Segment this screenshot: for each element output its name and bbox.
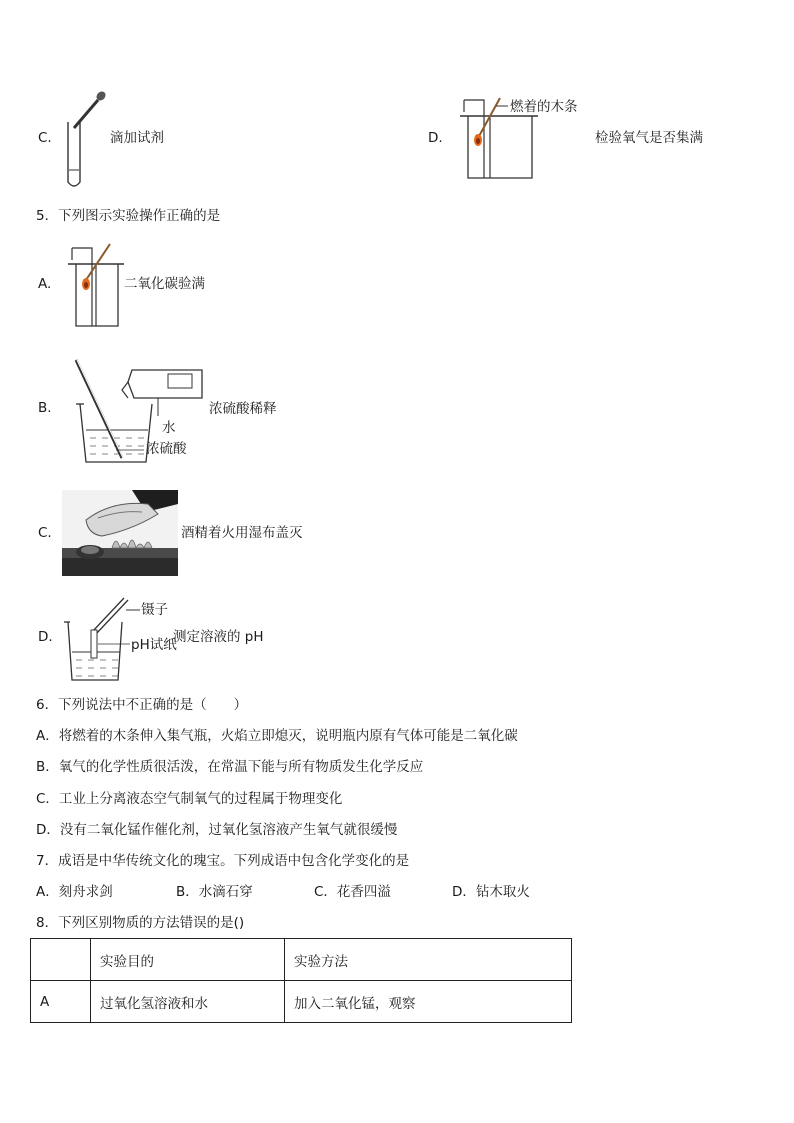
q7-option-c: C．花香四溢: [314, 884, 391, 900]
q6-stem: 6．下列说法中不正确的是（ ）: [36, 697, 248, 713]
q6-option-a: A．将燃着的木条伸入集气瓶，火焰立即熄灭，说明瓶内原有气体可能是二氧化碳: [36, 728, 518, 744]
table-cell: 加入二氧化锰，观察: [285, 981, 572, 1023]
table-cell: A: [31, 981, 91, 1023]
q7-option-b: B．水滴石穿: [176, 884, 253, 900]
q5-option-d-letter: D.: [38, 629, 53, 645]
q5-option-d-caption: 测定溶液的 pH: [173, 629, 264, 645]
q5-option-a-letter: A.: [38, 276, 52, 292]
q5-stem: 5．下列图示实验操作正确的是: [36, 208, 221, 224]
q7-option-d: D．钻木取火: [452, 884, 530, 900]
q7-option-a: A．刻舟求剑: [36, 884, 113, 900]
table-header-row: [31, 939, 572, 981]
table-header-cell: 实验目的: [91, 939, 285, 981]
q6-option-b: B．氧气的化学性质很活泼，在常温下能与所有物质发生化学反应: [36, 759, 424, 775]
q5-option-b-caption: 浓硫酸稀释: [209, 401, 277, 417]
table-cell: 过氧化氢溶液和水: [91, 981, 285, 1023]
q4-option-c-letter: C.: [38, 130, 52, 146]
q5-option-b-letter: B.: [38, 400, 52, 416]
table-header-cell: [31, 939, 91, 981]
q4-option-d-caption: 检验氧气是否集满: [595, 130, 703, 146]
ph-test-beaker-figure: [62, 594, 142, 682]
q5-option-a-caption: 二氧化碳验满: [124, 276, 205, 292]
q8-table: [30, 938, 572, 1023]
table-row: [31, 981, 572, 1023]
q5-option-b-acid-label: 浓硫酸: [146, 441, 187, 457]
q5-option-d-paper-label: pH试纸: [131, 637, 177, 653]
q4-option-d-splint-label: 燃着的木条: [510, 99, 578, 115]
q5-option-c-caption: 酒精着火用湿布盖灭: [181, 525, 303, 541]
q5-option-b-water-label: 水: [162, 420, 176, 436]
co2-bottle-test-figure: [68, 242, 128, 327]
q6-option-d: D．没有二氧化锰作催化剂，过氧化氢溶液产生氧气就很缓慢: [36, 822, 398, 838]
table-header-cell: 实验方法: [285, 939, 572, 981]
q4-option-d-letter: D.: [428, 130, 443, 146]
q8-stem: 8．下列区别物质的方法错误的是(): [36, 915, 245, 931]
q6-option-c: C．工业上分离液态空气制氧气的过程属于物理变化: [36, 791, 343, 807]
q7-stem: 7．成语是中华传统文化的瑰宝。下列成语中包含化学变化的是: [36, 853, 410, 869]
wet-cloth-fire-photo: [62, 490, 178, 576]
q5-option-c-letter: C.: [38, 525, 52, 541]
q5-option-d-tweezers-label: 镊子: [141, 602, 168, 618]
q4-option-c-caption: 滴加试剂: [110, 130, 164, 146]
